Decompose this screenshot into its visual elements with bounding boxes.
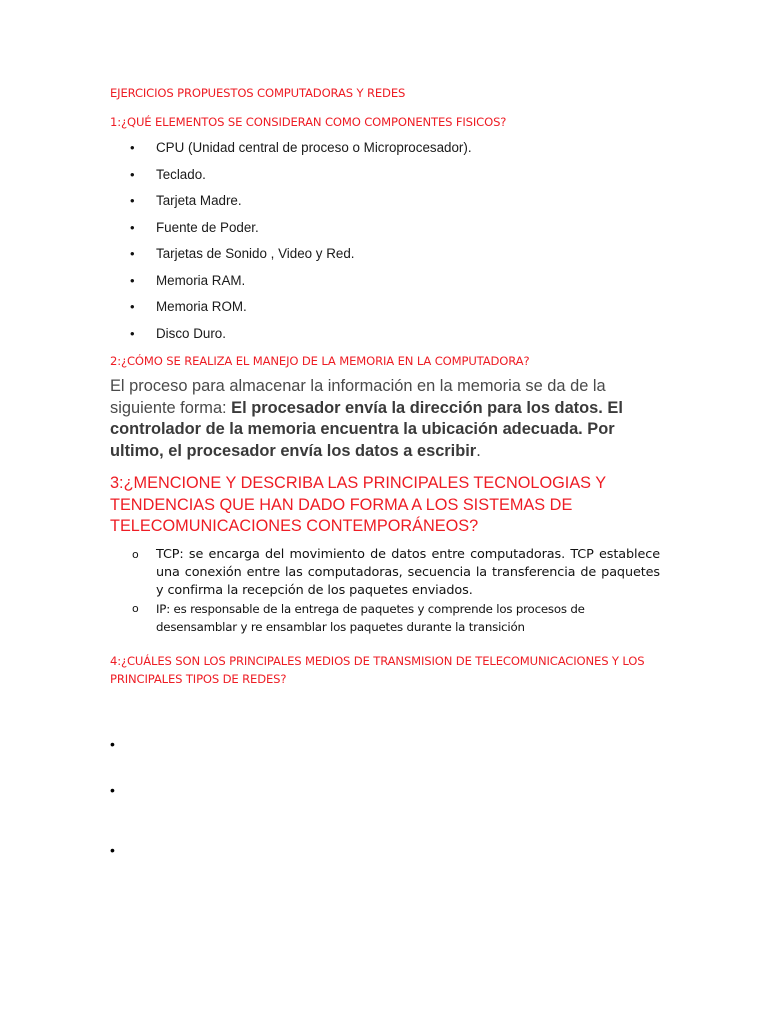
list-item	[130, 136, 472, 163]
list-item-text: Tarjetas de Sonido , Video y Red.	[156, 246, 355, 261]
question-3-heading: 3:¿MENCIONE Y DESCRIBA LAS PRINCIPALES TECNOLOGIAS Y TENDENCIAS QUE HAN DADO FORMA A LOS SISTEMAS DE TELECOMUNICACIONES CONTEMPORÁNEOS?	[110, 474, 606, 535]
answer-bold-text: El procesador envía la dirección para los datos. El controlador de la memoria encuentra la ubicación adecuada. Por ultimo, el procesador envía los datos a escribir	[110, 398, 623, 460]
list-item	[130, 546, 660, 600]
technologies-list	[130, 546, 660, 636]
question-4-heading: 4:¿CUÁLES SON LOS PRINCIPALES MEDIOS DE TRANSMISION DE TELECOMUNICACIONES Y LOS PRINCIPALES TIPOS DE REDES?	[110, 654, 645, 686]
list-item	[130, 295, 472, 322]
list-item	[130, 242, 472, 269]
document-title: EJERCICIOS PROPUESTOS COMPUTADORAS Y REDES	[110, 86, 406, 100]
bullet-icon: •	[130, 140, 135, 155]
list-item	[130, 600, 660, 636]
bullet-icon: •	[110, 736, 115, 752]
list-item-text: Disco Duro.	[156, 325, 226, 341]
question-2-answer	[110, 376, 655, 462]
bullet-icon: •	[130, 246, 135, 261]
bullet-icon: •	[130, 166, 135, 182]
bullet-icon: •	[110, 842, 115, 858]
list-item-text: Teclado.	[156, 166, 206, 182]
question-2-heading: 2:¿CÓMO SE REALIZA EL MANEJO DE LA MEMORIA EN LA COMPUTADORA?	[110, 354, 530, 368]
list-item-text: Memoria ROM.	[156, 299, 247, 314]
list-item-text: CPU (Unidad central de proceso o Microprocesador).	[156, 140, 472, 155]
circle-bullet-icon: o	[132, 602, 139, 615]
bullet-icon: •	[110, 782, 115, 798]
bullet-icon: •	[130, 219, 135, 235]
answer-end-text: .	[476, 441, 481, 460]
circle-bullet-icon: o	[132, 548, 139, 561]
list-item	[130, 189, 472, 216]
bullet-icon: •	[130, 272, 135, 288]
list-item-text: Memoria RAM.	[156, 272, 246, 288]
list-item-text: IP: es responsable de la entrega de paquetes y comprende los procesos de desensamblar y re ensamblar los paquetes durante la transición	[156, 602, 585, 634]
list-item-text: Tarjeta Madre.	[156, 193, 242, 208]
answer-plain-text: El proceso para almacenar la información en la memoria se da de la siguiente forma:	[110, 377, 606, 417]
list-item-text: TCP: se encarga del movimiento de datos entre computadoras. TCP establece una conexión entre las computadoras, secuencia la transferencia de paquetes y confirma la recepción de los paquetes enviados.	[156, 547, 660, 598]
bullet-icon: •	[130, 299, 135, 314]
question-1-heading: 1:¿QUÉ ELEMENTOS SE CONSIDERAN COMO COMPONENTES FISICOS?	[110, 115, 507, 129]
list-item	[130, 216, 472, 243]
list-item	[130, 163, 472, 190]
bullet-icon: •	[130, 193, 135, 208]
list-item	[130, 322, 472, 349]
list-item	[130, 269, 472, 296]
bullet-icon: •	[130, 325, 135, 341]
list-item-text: Fuente de Poder.	[156, 219, 259, 235]
components-list	[130, 136, 472, 348]
